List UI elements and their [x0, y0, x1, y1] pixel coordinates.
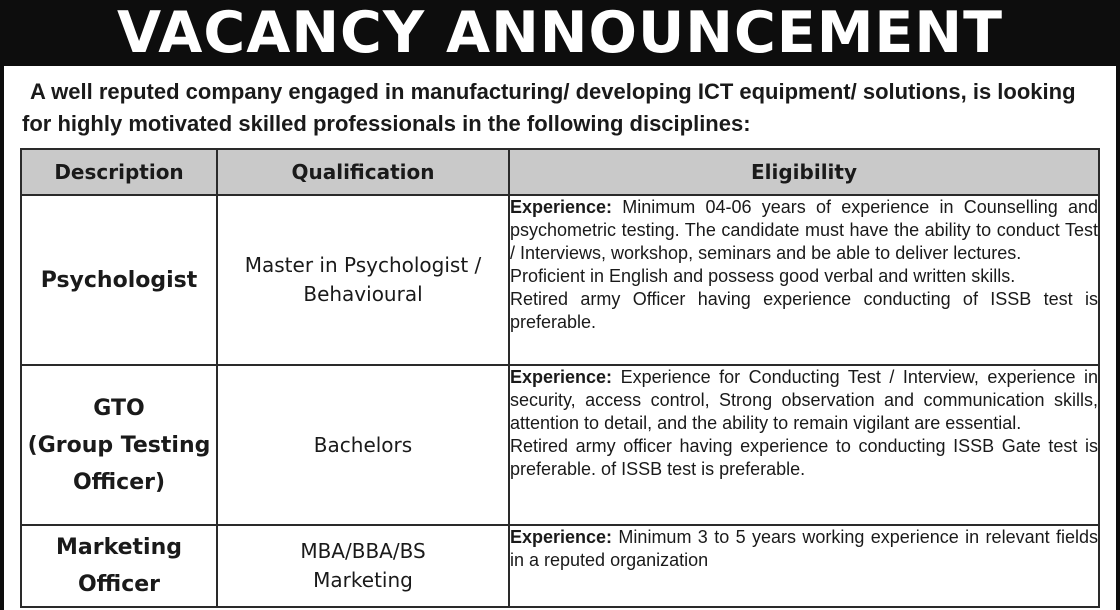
- table-row: [21, 365, 1099, 525]
- experience-paragraph: [510, 196, 1098, 265]
- experience-text: Experience for Conducting Test / Interview, experience in security, access control, Strong observation and communication skills, attention to detail, and the ability to remain vigilant are essential.: [510, 367, 1098, 433]
- header-eligibility: Eligibility: [509, 149, 1099, 195]
- qualification-cell: [217, 365, 509, 525]
- qualification-cell: [217, 525, 509, 607]
- experience-label: Experience:: [510, 527, 613, 547]
- experience-label: Experience:: [510, 197, 613, 217]
- table-header-row: [21, 149, 1099, 195]
- vacancy-table: [20, 148, 1100, 608]
- position-title: Officer): [72, 469, 166, 495]
- position-title: Marketing: [55, 535, 183, 560]
- position-title: Psychologist: [40, 267, 198, 293]
- description-cell: [21, 525, 217, 607]
- table-row: [21, 195, 1099, 365]
- banner-title: VACANCY ANNOUNCEMENT: [117, 0, 1003, 66]
- table-row: [21, 525, 1099, 607]
- experience-paragraph: [510, 366, 1098, 435]
- eligibility-cell: [509, 365, 1099, 525]
- qualification-line: Master in Psychologist /: [244, 253, 482, 277]
- experience-text: Minimum 04-06 years of experience in Counselling and psychometric testing. The candidate must have the ability to conduct Test / Interviews, workshop, seminars and be able to deliver lectures.: [510, 197, 1098, 263]
- header-qualification: Qualification: [217, 149, 509, 195]
- qualification-cell: [217, 195, 509, 365]
- eligibility-cell: [509, 195, 1099, 365]
- experience-label: Experience:: [510, 367, 613, 387]
- header-description: Description: [21, 149, 217, 195]
- position-title: Officer: [77, 572, 161, 597]
- experience-paragraph: [510, 526, 1098, 572]
- banner: [0, 0, 1120, 66]
- qualification-line: Behavioural: [303, 282, 423, 306]
- eligibility-cell: [509, 525, 1099, 607]
- qualification-line: MBA/BBA/BS: [300, 539, 426, 563]
- position-title: (Group Testing: [27, 432, 211, 458]
- experience-text: Minimum 3 to 5 years working experience in relevant fields in a reputed organization: [510, 527, 1098, 570]
- qualification-line: Marketing: [313, 568, 413, 592]
- eligibility-note: Proficient in English and possess good verbal and written skills.: [510, 266, 1016, 286]
- description-cell: [21, 195, 217, 365]
- eligibility-note: Retired army Officer having experience conducting of ISSB test is preferable.: [510, 289, 1098, 332]
- eligibility-note: Retired army officer having experience to conducting ISSB Gate test is preferable. of ISSB test is preferable.: [510, 436, 1098, 479]
- frame-left-border: [0, 66, 4, 610]
- frame-right-border: [1116, 66, 1120, 610]
- intro-paragraph: A well reputed company engaged in manufacturing/ developing ICT equipment/ solutions, is looking for highly motivated skilled professionals in the following disciplines:: [22, 79, 1076, 136]
- qualification-line: Bachelors: [313, 432, 413, 457]
- position-title: GTO: [93, 395, 145, 421]
- description-cell: [21, 365, 217, 525]
